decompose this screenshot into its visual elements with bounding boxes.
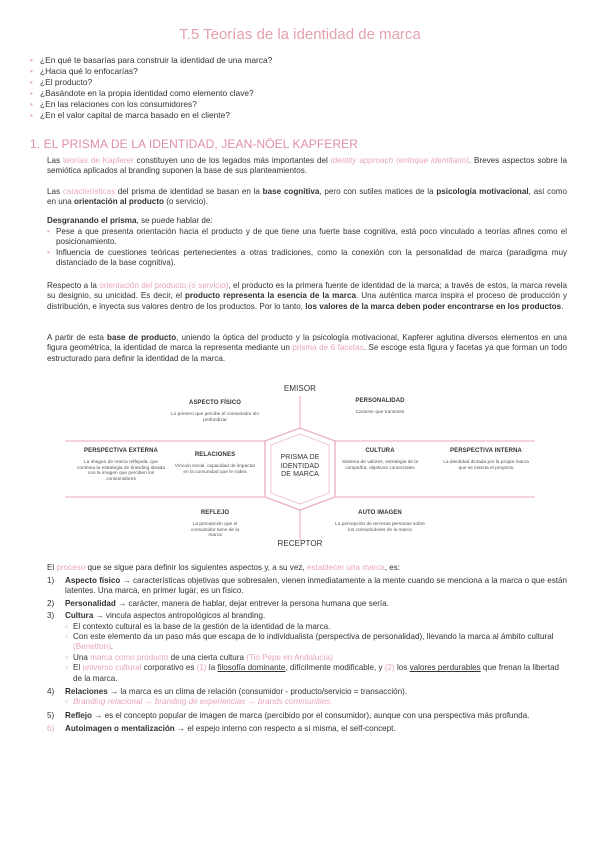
question-item: • ¿Basándote en la propia identidad como elemento clave? — [30, 88, 570, 99]
text: Respecto a la — [47, 281, 100, 290]
paragraph-proceso — [47, 563, 567, 573]
text: Las — [47, 187, 63, 196]
perspectiva-externa-text: La imagen de marca reflejada, que combina la estrategia de branding ideada con la imagen que perciben los consumidores — [77, 460, 166, 482]
text: → carácter, manera de hablar, dejar entrever la persona humana que sería. — [115, 598, 389, 608]
text: los — [394, 663, 410, 673]
page-title: T.5 Teorías de la identidad de marca — [179, 26, 421, 43]
text: . — [110, 642, 114, 652]
highlight: características — [62, 187, 115, 196]
text: El — [47, 563, 57, 572]
bold-text: Reflejo — [65, 710, 92, 720]
highlight: teorías de Kapferer — [63, 156, 134, 165]
cultura-sub-item — [47, 653, 567, 663]
text: Las — [47, 156, 64, 165]
process-list — [47, 576, 567, 735]
bullet-item: • Influencia de cuestiones teóricas pertenecientes a otras tradiciones, como la conexión con la personalidad de marca (paradigma muy distanciado de la base cognitiva). — [47, 248, 567, 269]
text: . Breves aspectos sobre la semiótica aplicados al branding suponen la base de sus planteamientos. — [47, 156, 567, 176]
auto-imagen-label: AUTO IMAGEN — [358, 510, 402, 516]
paragraph-kapferer — [47, 156, 567, 177]
emisor-label: EMISOR — [283, 384, 317, 393]
section-heading: 1. EL PRISMA DE LA IDENTIDAD, JEAN-NÖEL KAPFERER — [30, 137, 358, 151]
relaciones-sub-item: ◦ Branding relacional → branding de experiencias → brands communities. — [47, 697, 567, 707]
paragraph-prisma — [47, 333, 567, 364]
bold-text: Desgranando el prisma — [47, 216, 137, 225]
text: → la marca es un clima de relación (consumidor - producto/servicio = transacción). — [107, 687, 408, 697]
highlight: proceso — [56, 563, 86, 572]
process-item — [47, 711, 567, 721]
text: A partir de esta — [47, 333, 108, 342]
bold-text: base de producto — [107, 333, 177, 342]
highlight: identity approach (enfoque identitario) — [330, 156, 469, 165]
underlined-text: valores perdurables — [409, 663, 481, 673]
item-number: 1) — [47, 576, 55, 585]
text: , difícilmente modificable, y — [285, 663, 385, 673]
personalidad-label: PERSONALIDAD — [355, 398, 405, 404]
highlight: (Tio Pepe en Andalucía) — [246, 652, 333, 662]
text: de una cierta cultura — [168, 652, 247, 662]
question-item: • ¿Hacia qué lo enfocarías? — [30, 66, 570, 77]
text: Una — [73, 652, 91, 662]
auto-imagen-text: La percepción de terceras personas sobre los consumidores de la marca — [335, 522, 425, 533]
text: Con este elemento da un paso más que escapa de lo individualista (perspectiva de personalidad), llevando la marca al ámbito cultural — [73, 632, 554, 642]
text: El — [73, 663, 83, 673]
cultura-sub-item — [47, 663, 567, 684]
question-item: • ¿En las relaciones con los consumidores? — [30, 99, 570, 110]
bullet-list — [47, 227, 567, 269]
process-item — [47, 576, 567, 597]
highlight: universo cultural — [82, 663, 142, 673]
text: que se sigue para definir los siguientes aspectos y, a su vez, — [85, 563, 307, 572]
highlight: orientación del producto (o servicio) — [99, 281, 229, 290]
bold-text: orientación al producto — [74, 197, 164, 207]
prism-center-label — [268, 454, 332, 480]
cultura-label: CULTURA — [365, 448, 395, 454]
aspecto-fisico-label: ASPECTO FÍSICO — [189, 400, 241, 406]
reflejo-label: REFLEJO — [200, 510, 230, 516]
text: → el espejo interno con respecto a sí misma, el self-concept. — [174, 724, 396, 734]
center-line: IDENTIDAD — [280, 462, 320, 470]
bold-text: base cognitiva — [262, 187, 320, 196]
bold-text: psicología motivacional — [436, 187, 529, 196]
relaciones-text: Vínculo social, capacidad de impactar en la comunidad que le rodea — [174, 464, 256, 475]
bold-text: los valores de la marca deben poder encontrarse en los productos — [305, 301, 562, 311]
center-line: DE MARCA — [281, 471, 319, 478]
paragraph-characteristics — [47, 187, 567, 208]
perspectiva-interna-text: La identidad dictada por la propia marca que se inserta el proyecto — [443, 460, 529, 471]
text: → vincula aspectos antropológicos al branding. — [93, 611, 266, 621]
text: constituyen uno de los legados más importantes del — [133, 156, 331, 165]
text: . Se escoge esta figura y facetas ya que forman un todo estructurado para definir la identidad de la marca. — [47, 343, 567, 363]
text: , el producto es la primera fuente de identidad de la marca; a través de estos, la marca revela su designio, su unicidad. Es decir, el — [47, 281, 567, 301]
personalidad-text: Carácter que transmite — [355, 410, 405, 415]
paragraph-desgranando — [47, 216, 567, 226]
underlined-text: filosofía dominante — [217, 663, 286, 673]
text: , así como en una — [47, 187, 567, 207]
center-line: PRISMA DE — [280, 454, 320, 461]
relaciones-label: RELACIONES — [194, 452, 236, 458]
perspectiva-externa-label: PERSPECTIVA EXTERNA — [84, 448, 158, 454]
receptor-label: RECEPTOR — [277, 539, 323, 548]
prism-diagram — [65, 384, 535, 554]
bold-text: Aspecto físico — [65, 576, 121, 585]
item-number: 4) — [47, 687, 55, 697]
text: que frenan la libertad de la marca. — [73, 663, 559, 683]
text: , pero con sutiles matices de la — [319, 187, 437, 196]
text: → es el concepto popular de imagen de marca (percibido por el consumidor), aunque con una perspectiva más profunda. — [92, 710, 530, 720]
text: . Una auténtica marca inspira el proceso de producción y distribución, e inyecta sus valores dentro de los productos. Por lo tanto, — [47, 291, 567, 311]
question-list — [30, 55, 570, 121]
text: corporativo es — [141, 663, 197, 673]
text: , uniendo la óptica del producto y la psicología motivacional, Kapferer aglutina diversos elementos en una figura geométrica, la identidad de marca la representa mediante un — [47, 333, 567, 353]
perspectiva-interna-label: PERSPECTIVA INTERNA — [450, 448, 522, 454]
text: , es: — [384, 563, 401, 572]
cultura-sub-item — [47, 632, 567, 653]
item-number: 6) — [47, 724, 55, 734]
highlight: (1) — [196, 663, 207, 673]
bullet-item: • Pese a que presenta orientación hacia el producto y de que tiene una fuerte base cognitiva, está poco vinculado a teorías afines como el posicionamiento. — [47, 227, 567, 248]
paragraph-producto — [47, 281, 567, 312]
question-item: • ¿El producto? — [30, 77, 570, 88]
bold-text: Cultura — [65, 611, 94, 621]
text: (o servicio). — [163, 197, 209, 207]
bold-text: Relaciones — [65, 687, 108, 697]
highlight: (Benetton) — [73, 642, 111, 652]
highlight: establecer una marca — [306, 563, 385, 572]
process-item — [47, 724, 567, 734]
highlight: (2) — [384, 663, 395, 673]
bold-text: Autoimagen o mentalización — [65, 724, 175, 734]
aspecto-fisico-text: Lo primero que percibe el consumidor sin profundizar — [171, 412, 259, 423]
item-number: 2) — [47, 598, 55, 608]
question-item: • ¿En el valor capital de marca basado en el cliente? — [30, 110, 570, 121]
highlight: marca como producto — [90, 652, 169, 662]
text: . — [561, 301, 564, 311]
bold-text: producto representa la esencia de la marca — [185, 291, 356, 301]
text: la — [206, 663, 218, 673]
item-number: 5) — [47, 710, 55, 720]
item-number: 3) — [47, 611, 55, 621]
cultura-sub-item: ◦ El contexto cultural es la base de la gestión de la identidad de la marca. — [47, 622, 567, 632]
process-item — [47, 611, 567, 621]
text: → características objetivas que sobresalen, vienen inmediatamente a la mente cuando se menciona a la marca o que están latentes. Una marca, en primer lugar, es un físico. — [65, 576, 567, 596]
process-item — [47, 599, 567, 609]
text: del prisma de identidad se basan en la — [115, 187, 263, 196]
bold-text: Personalidad — [65, 598, 116, 608]
process-item — [47, 687, 567, 697]
cultura-text: Sistema de valores, estrategia de la compañía, objetivos comerciales — [341, 460, 419, 471]
reflejo-text: La percepción que el consumidor tiene de la marca — [190, 522, 240, 539]
question-item: • ¿En qué te basarías para construir la identidad de una marca? — [30, 55, 570, 66]
text: , se puede hablar de: — [136, 216, 213, 225]
highlight: prisma de 6 facetas — [292, 343, 364, 353]
